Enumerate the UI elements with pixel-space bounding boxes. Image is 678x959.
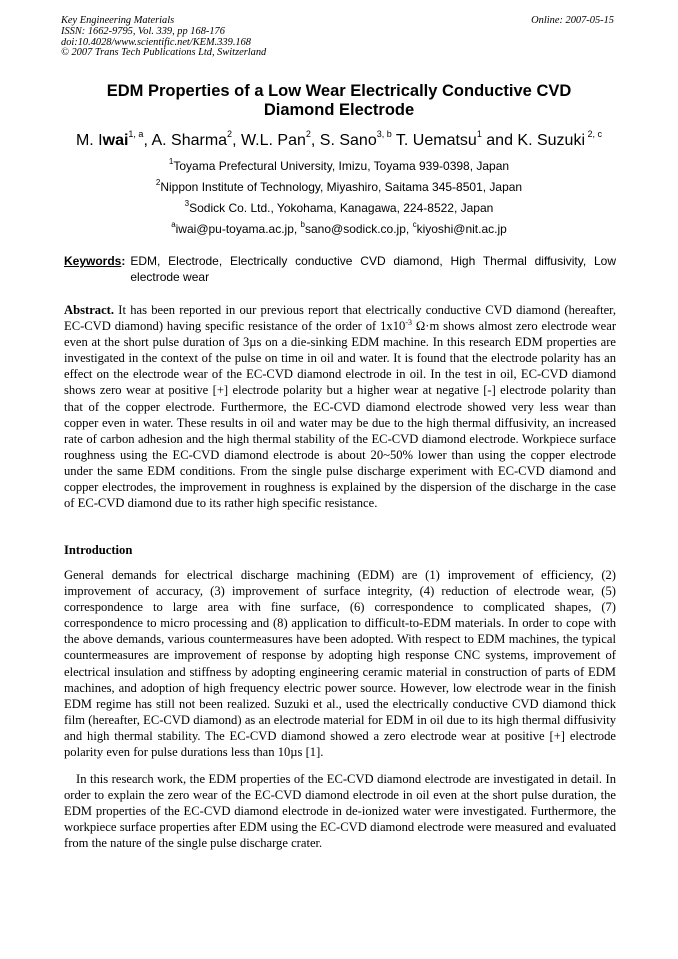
author-separator: , (143, 132, 152, 149)
author-name: K. Suzuki (517, 132, 586, 149)
affiliation-sup: 1 (168, 157, 174, 166)
author-sup: 1, a (128, 129, 144, 139)
affiliation-sup: 2 (155, 178, 161, 187)
author-separator: , (310, 132, 320, 149)
journal-header (61, 16, 266, 59)
introduction-paragraph-1: General demands for electrical discharge machining (EDM) are (1) improvement of efficiency, (2) improvement of accuracy, (3) improvement of surface integrity, (4) reduction of electrode wear, (5) correspondence to large area with fine surface, (6) correspondence to complicated shapes, (7) correspondence to micro processing and (8) application to difficult-to-EDM materials. In order to cope with the above demands, various countermeasures have been adopted. With respect to EDM machines, the typical countermeasures are improvement of response by adopting high response CNC systems, improvement of electrical insulation and stiffness by adopting engineering ceramic material in construction of parts of EDM machines, and adoption of high frequency electric power source. However, low electrode wear in the finish EDM regime has still not been realized. Suzuki et al., used the electrically conductive CVD diamond thick film (hereafter, EC-CVD diamond) as an electrode material for EDM in oil due to its high thermal diffusivity and high thermal stability. The EC-CVD diamond showed a zero electrode wear at positive [+] electrode polarity even for pulse durations less than 10µs [1]. (64, 568, 616, 760)
abstract-label: Abstract. (64, 303, 115, 317)
author-sup: 2 (227, 129, 233, 139)
introduction-paragraph-2: In this research work, the EDM properties of the EC-CVD diamond electrode are investigated in detail. In order to explain the zero wear of the EC-CVD diamond electrode in oil even at the short pulse duration, the EDM properties of the EC-CVD diamond electrode in de-ionized water were investigated. Furthermore, the workpiece surface properties after EDM using the EC-CVD diamond electrode were measured and evaluated from the nature of the single pulse discharge crater. (64, 772, 616, 851)
author-name-bold: wai (102, 132, 129, 149)
abstract-exponent: -3 (405, 318, 412, 328)
keywords-label: Keywords (64, 254, 122, 268)
author-name: M. I (75, 132, 103, 149)
affiliation-text: Sodick Co. Ltd., Yokohama, Kanagawa, 224-8522, Japan (189, 201, 494, 215)
author-sup: 3, b (376, 129, 392, 139)
author-name: A. Sharma (151, 132, 228, 149)
author-list (48, 131, 630, 151)
author-sup: 2, c (585, 129, 603, 139)
affiliation-1 (60, 159, 618, 173)
abstract-paragraph (64, 302, 616, 511)
introduction-heading: Introduction (64, 543, 133, 557)
affiliation-text: Toyama Prefectural University, Imizu, Toyama 939-0398, Japan (173, 159, 510, 173)
journal-name: Key Engineering Materials (61, 15, 175, 26)
doi-line[interactable]: doi:10.4028/www.scientific.net/KEM.339.168 (61, 36, 251, 48)
author-separator: , (232, 132, 241, 149)
affiliation-sup: 3 (184, 199, 190, 208)
issn-line: ISSN: 1662-9795, Vol. 339, pp 168-176 (61, 25, 225, 37)
author-name: W.L. Pan (240, 132, 306, 149)
abstract-text-a: It has been reported in our previous report that electrically conductive CVD diamond (hereafter, EC-CVD diamond) having specific resistance of the order of 1x10 (64, 303, 616, 334)
author-name: S. Sano (319, 132, 377, 149)
affiliation-text: Nippon Institute of Technology, Miyashiro, Saitama 345-8501, Japan (160, 180, 523, 194)
email-sup: b (300, 220, 305, 229)
email-address[interactable]: kiyoshi@nit.ac.jp (416, 222, 507, 236)
email-sup: c (412, 220, 417, 229)
abstract-text-b: Ω·m shows almost zero electrode wear even at the short pulse duration of 3µs on a die-sinking EDM machine. In this research EDM properties are investigated in the context of the pulse on time in oil and water. It is found that the electrode polarity has an effect on the electrode wear of the EC-CVD diamond electrode in oil. In the test in oil, EC-CVD diamond shows zero wear at positive [+] electrode polarity but a higher wear at negative [-] electrode polarity than that of the copper electrode. Furthermore, the EC-CVD diamond electrode showed very less wear than copper even in water. These results in oil and water may be due to the high thermal diffusivity, an increased rate of carbon adhesion and the high thermal stability of the EC-CVD diamond electrode. Workpiece surface roughness using the EC-CVD diamond electrode is about 20~50% lower than using the copper electrode under the same EDM conditions. From the single pulse discharge experiment with EC-CVD diamond and copper electrodes, the improvement in roughness is explained by the dispersion of the discharge in the case of EC-CVD diamond due to its rather high specific resistance. (64, 319, 617, 511)
title-line-2: Diamond Electrode (263, 101, 415, 119)
email-address[interactable]: sano@sodick.co.jp, (305, 222, 413, 236)
author-sup: 2 (305, 129, 311, 139)
title-line-1: EDM Properties of a Low Wear Electrically Conductive CVD (106, 82, 572, 100)
author-sup: 1 (476, 129, 482, 139)
paper-title (60, 82, 618, 120)
email-sup: a (171, 220, 176, 229)
affiliation-3 (60, 201, 618, 215)
keywords-colon: : (121, 254, 126, 268)
online-date: Online: 2007-05-15 (531, 15, 614, 26)
email-address[interactable]: iwai@pu-toyama.ac.jp, (175, 222, 301, 236)
author-separator: and (481, 132, 518, 149)
keywords-text: EDM, Electrode, Electrically conductive CVD diamond, High Thermal diffusivity, Low electrode wear (130, 254, 616, 284)
email-line (60, 222, 618, 236)
copyright-line: © 2007 Trans Tech Publications Ltd, Switzerland (61, 47, 267, 59)
keywords-block (64, 253, 616, 285)
affiliation-2 (60, 180, 618, 194)
author-name: T. Uematsu (395, 132, 477, 149)
